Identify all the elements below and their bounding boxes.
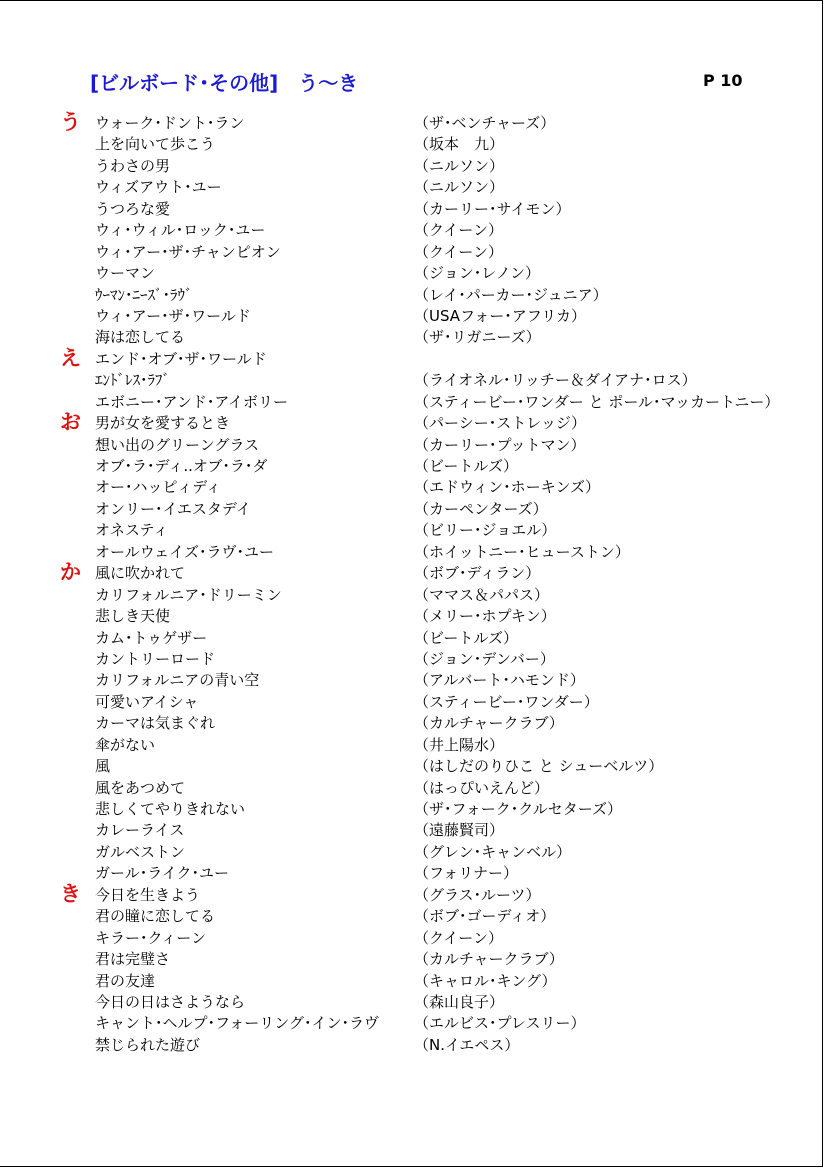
list-item [0, 542, 825, 563]
artist-name: （坂本 九） [414, 135, 505, 154]
song-title: ウーマン [95, 264, 156, 283]
artist-name: （ママス＆パパス） [414, 585, 550, 604]
artist-name: （カーリー･サイモン） [414, 199, 571, 218]
artist-name: （N.イエペス） [414, 1035, 520, 1054]
artist-name: （森山良子） [414, 992, 505, 1011]
song-title: 想い出のグリーングラス [95, 435, 259, 454]
list-item [0, 456, 825, 477]
list-item [0, 820, 825, 841]
list-item [0, 263, 825, 284]
list-item [0, 606, 825, 627]
song-title: 禁じられた遊び [95, 1035, 201, 1054]
song-title: 上を向いて歩こう [95, 135, 216, 154]
artist-name: （ザ･リガニーズ） [414, 328, 541, 347]
list-item [0, 306, 825, 327]
list-item [0, 327, 825, 348]
song-title: ウィ･ウィル･ロック･ユー [95, 221, 266, 240]
artist-name: （ジョン･デンバー） [414, 649, 555, 668]
song-title: オー･ハッピィディ [95, 478, 222, 497]
song-title: オンリー･イエスタデイ [95, 499, 251, 518]
song-title: キャント･ヘルプ･フォーリング･イン･ラヴ [95, 1014, 379, 1033]
artist-name: （エドウィン･ホーキンズ） [414, 478, 601, 497]
song-title: オールウェイズ･ラヴ･ユー [95, 542, 274, 561]
list-item [0, 842, 825, 863]
list-item [0, 220, 825, 241]
song-title: ウィ･アー･ザ･チャンピオン [95, 242, 281, 261]
list-item [0, 1035, 825, 1056]
artist-name: （USAフォー･アフリカ） [414, 306, 587, 325]
kana-section-marker: き [60, 881, 81, 906]
list-item [0, 156, 825, 177]
list-item [0, 928, 825, 949]
song-title: キラー･クィーン [95, 928, 207, 947]
list-item [0, 242, 825, 263]
artist-name: （グレン･キャンベル） [414, 842, 572, 861]
artist-name: （ニルソン） [414, 156, 505, 175]
artist-name: （ホイットニー･ヒューストン） [414, 542, 630, 561]
artist-name: （カルチャークラブ） [414, 714, 564, 733]
song-title: 風をあつめて [95, 778, 186, 797]
list-item [0, 949, 825, 970]
song-title: カーマは気まぐれ [95, 714, 216, 733]
artist-name: （スティービー･ワンダー と ポール･マッカートニー） [414, 392, 780, 411]
artist-name: （はしだのりひこ と シューベルツ） [414, 757, 664, 776]
artist-name: （カーリー･プットマン） [414, 435, 586, 454]
list-item [0, 477, 825, 498]
artist-name: （ビートルズ） [414, 457, 518, 475]
list-item [0, 134, 825, 155]
list-item [0, 435, 825, 456]
list-item [0, 1013, 825, 1034]
list-item [0, 110, 825, 134]
song-title: ガール･ライク･ユー [95, 864, 229, 883]
list-item [0, 410, 825, 435]
song-title: ｴﾝﾄﾞﾚｽ･ﾗﾌﾞ [95, 371, 171, 390]
artist-name: （はっぴいえんど） [414, 778, 550, 797]
list-item [0, 345, 825, 370]
artist-name: （クイーン） [414, 928, 503, 947]
artist-name: （パーシー･ストレッジ） [414, 414, 587, 433]
artist-name: （カーペンターズ） [414, 499, 548, 518]
song-title: 君は完璧さ [95, 950, 171, 969]
list-item [0, 585, 825, 606]
artist-name: （ザ･ベンチャーズ） [414, 114, 556, 132]
song-title: 可愛いアイシャ [95, 692, 199, 711]
song-title: 男が女を愛するとき [95, 414, 231, 433]
song-title: ｳｰﾏﾝ･ﾆｰｽﾞ･ﾗｳﾞ [95, 285, 193, 304]
list-item [0, 735, 825, 756]
song-title: うつろな愛 [95, 199, 171, 218]
song-title: 風に吹かれて [95, 564, 186, 583]
list-item [0, 499, 825, 520]
artist-name: （クイーン） [414, 242, 503, 261]
song-title: カリフォルニア･ドリーミン [95, 585, 282, 604]
list-item [0, 713, 825, 734]
artist-name: （フォリナー） [414, 864, 518, 883]
page-number: P 10 [703, 71, 743, 90]
song-title: 今日の日はさようなら [95, 992, 246, 1011]
page-title: [ビルボード･その他] う～き [90, 71, 359, 95]
list-item [0, 520, 825, 541]
song-title: オネスティ [95, 521, 169, 540]
song-title: 傘がない [95, 735, 156, 754]
song-list [0, 110, 825, 1056]
song-title: エボニー･アンド･アイボリー [95, 392, 289, 411]
list-item [0, 670, 825, 691]
list-item [0, 992, 825, 1013]
artist-name: （キャロル･キング） [414, 971, 557, 990]
list-item [0, 799, 825, 820]
artist-name: （グラス･ルーツ） [414, 885, 541, 904]
artist-name: （カルチャークラブ） [414, 950, 564, 969]
artist-name: （クイーン） [414, 221, 503, 240]
list-item [0, 285, 825, 306]
list-item [0, 756, 825, 777]
song-title: エンド･オブ･ザ･ワールド [95, 349, 267, 368]
kana-section-marker: え [60, 345, 81, 370]
song-title: ウィ･アー･ザ･ワールド [95, 306, 251, 325]
artist-name: （ニルソン） [414, 178, 505, 197]
song-title: カントリーロード [95, 649, 216, 668]
list-item [0, 370, 825, 391]
artist-name: （ジョン･レノン） [414, 264, 541, 283]
list-item [0, 392, 825, 413]
song-title: うわさの男 [95, 156, 171, 175]
artist-name: （井上陽水） [414, 735, 505, 754]
artist-name: （スティービー･ワンダー） [414, 692, 599, 711]
list-item [0, 199, 825, 220]
artist-name: （ボブ･ディラン） [414, 564, 541, 583]
song-title: カリフォルニアの青い空 [95, 671, 260, 690]
song-title: カレーライス [95, 821, 185, 840]
artist-name: （ビートルズ） [414, 628, 518, 647]
list-item [0, 971, 825, 992]
list-item [0, 628, 825, 649]
artist-name: （ザ･フォーク･クルセターズ） [414, 800, 623, 818]
artist-name: （ビリー･ジョエル） [414, 521, 557, 540]
song-title: ウォーク･ドント･ラン [95, 114, 245, 132]
list-item [0, 692, 825, 713]
artist-name: （アルバート･ハモンド） [414, 671, 585, 690]
song-title: オブ･ラ･ディ..オブ･ラ･ダ [95, 457, 268, 475]
kana-section-marker: か [60, 560, 81, 585]
song-title: 風 [95, 757, 111, 776]
song-title: ガルベストン [95, 842, 186, 861]
artist-name: （メリー･ホプキン） [414, 607, 556, 626]
list-item [0, 881, 825, 906]
song-title: 悲しくてやりきれない [95, 800, 246, 818]
artist-name: （エルビス･プレスリー） [414, 1014, 586, 1033]
kana-section-marker: お [60, 410, 81, 435]
song-title: カム･トゥゲザー [95, 628, 208, 647]
artist-name: （ライオネル･リッチー＆ダイアナ･ロス） [414, 371, 697, 390]
artist-name: （ボブ･ゴーディオ） [414, 907, 556, 926]
song-title: 悲しき天使 [95, 607, 171, 626]
list-item [0, 863, 825, 884]
list-item [0, 778, 825, 799]
list-item [0, 560, 825, 585]
song-title: ウィズアウト･ユー [95, 178, 222, 197]
list-item [0, 906, 825, 927]
list-item [0, 177, 825, 198]
song-title: 海は恋してる [95, 328, 186, 347]
kana-section-marker: う [60, 110, 81, 134]
list-item [0, 649, 825, 670]
song-title: 君の瞳に恋してる [95, 907, 216, 926]
artist-name: （遠藤賢司） [414, 821, 505, 840]
song-title: 君の友達 [95, 971, 156, 990]
song-title: 今日を生きよう [95, 885, 201, 904]
artist-name: （レイ･パーカー･ジュニア） [414, 285, 608, 304]
